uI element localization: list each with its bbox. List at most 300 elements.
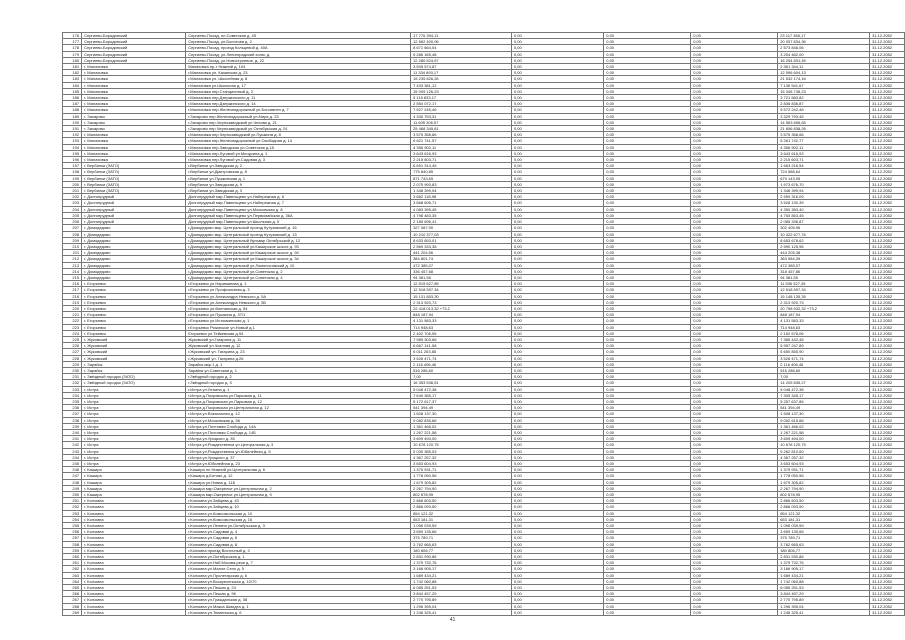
page-number: 41 — [449, 617, 456, 623]
table-cell: г.Домодедово мкр. Центральный проезд Кутузовский д. 13 — [186, 231, 411, 237]
table-cell: 31.12.2052 — [870, 39, 905, 45]
table-cell: 653 181,31 — [778, 516, 870, 522]
table-cell: 0,00 — [604, 349, 691, 355]
table-cell: 207 — [63, 225, 82, 231]
table-cell: 0,00 — [691, 516, 778, 522]
table-cell: г.Егорьевск ул.Профсоюзная д. 3 — [186, 287, 411, 293]
table-cell: 802 878,95 — [778, 492, 870, 498]
table-cell: г.Коломна ул.Гражданская д. 38 — [186, 597, 411, 603]
table-cell: 0,00 — [604, 392, 691, 398]
table-cell: г.Малаховка пер.Заводская ул.Советская д.18 — [186, 144, 411, 150]
table-cell: 232 — [63, 380, 82, 386]
table-cell: г.Малаховка пер.Дзержинского д. 14 — [186, 101, 411, 107]
table-cell: 31.12.2052 — [870, 504, 905, 510]
table-cell: 0,00 — [604, 219, 691, 225]
table-cell: 375 789,71 — [778, 535, 870, 541]
table-cell: 0,00 — [691, 411, 778, 417]
table-cell: г.Коломна ул.Ленина ул.Октябрьская д. 3 — [186, 523, 411, 529]
table-cell: 268 — [63, 603, 82, 609]
table-cell: 0,00 — [511, 188, 603, 194]
table-cell: г.Коломна проезд Восточный д. 3 — [186, 547, 411, 553]
table-cell: г. Жуковский — [82, 343, 186, 349]
table-cell: Сергиево-Посад, ул.Болотова д. 2 — [186, 39, 411, 45]
table-cell: 0,00 — [604, 107, 691, 113]
table-cell: 0,00 — [511, 355, 603, 361]
table-cell: 0,00 — [691, 442, 778, 448]
table-cell: 2 569 333,38 — [411, 243, 512, 249]
table-cell: 4 083 395,45 — [411, 206, 512, 212]
table-cell: 848 187,94 — [411, 312, 512, 318]
table-cell: 31.12.2052 — [870, 64, 905, 70]
table-cell: г.Коломна ул.Зайцева д. 10 — [186, 504, 411, 510]
table-cell: 0,00 — [604, 76, 691, 82]
table-cell: 0,00 — [511, 585, 603, 591]
table-cell: г.Истра ул.Рождественка ул.Юбилейная д. 5 — [186, 448, 411, 454]
table-cell: 31.12.2052 — [870, 454, 905, 460]
table-cell: 5 257 637,86 — [778, 398, 870, 404]
table-cell: 0,00 — [604, 57, 691, 63]
table-cell: г. Долгопрудный — [82, 212, 186, 218]
table-cell: г.Домодедово мкр. Центральный ул.Каширское шоссе д. 34 — [186, 256, 411, 262]
table-cell: 0,00 — [511, 560, 603, 566]
table-cell: 15 009 126,23 — [411, 88, 512, 94]
table-cell: 0,00 — [511, 107, 603, 113]
table-cell: 0,00 — [604, 541, 691, 547]
table-cell: 12 280 524,67 — [411, 57, 512, 63]
table-cell: 0,00 — [511, 200, 603, 206]
table-cell: 0,00 — [691, 157, 778, 163]
table-cell: 4 367 257,32 — [778, 454, 870, 460]
table-cell: 0,00 — [511, 181, 603, 187]
table-cell: 12 518 597,34 — [411, 287, 512, 293]
table-cell: 31.12.2052 — [870, 194, 905, 200]
table-cell: 195 — [63, 150, 82, 156]
table-cell: 0,00 — [691, 39, 778, 45]
table-cell: 0,00 — [604, 144, 691, 150]
table-cell: 0,00 — [511, 225, 603, 231]
table-cell: 0,00 — [691, 144, 778, 150]
table-cell: 31.12.2052 — [870, 293, 905, 299]
table-cell: 0,00 — [511, 547, 603, 553]
table-cell: 4 356 902,11 — [411, 144, 512, 150]
table-cell: г. Кашира — [82, 467, 186, 473]
table-cell: 2 116 406,46 — [778, 361, 870, 367]
table-cell: 1 246 325,41 — [411, 609, 512, 615]
table-cell: 31.12.2052 — [870, 299, 905, 305]
table-cell: 222 — [63, 318, 82, 324]
table-cell: Зарайск ул.Советская д. 1 — [186, 367, 411, 373]
table-cell: 189 — [63, 113, 82, 119]
table-cell: 0,00 — [511, 305, 603, 311]
table-cell: 4 350 383,40 — [778, 206, 870, 212]
table-cell: 0,00 — [604, 101, 691, 107]
table-cell: г. Коломна — [82, 516, 186, 522]
table-cell: 203 — [63, 200, 82, 206]
table-cell: 0,00 — [691, 392, 778, 398]
table-cell: г. Коломна — [82, 523, 186, 529]
table-cell: 0,00 — [511, 119, 603, 125]
table-cell: 31.12.2052 — [870, 578, 905, 584]
table-cell: 0,00 — [691, 82, 778, 88]
table-cell: 0,00 — [604, 51, 691, 57]
table-cell: 0,00 — [691, 212, 778, 218]
table-cell: 182 — [63, 70, 82, 76]
table-cell: г. Истра — [82, 461, 186, 467]
table-cell: г. Коломна — [82, 547, 186, 553]
table-cell: 214 — [63, 268, 82, 274]
table-cell: г. Жуковский — [82, 336, 186, 342]
table-cell: 31.12.2052 — [870, 119, 905, 125]
table-cell: г.Коломна ул.Зайцева д. 43 — [186, 498, 411, 504]
table-cell: 3 668 606,71 — [411, 200, 512, 206]
table-cell: 14 205 835,27 — [778, 380, 870, 386]
table-cell: 0,00 — [691, 374, 778, 380]
table-cell: 0,00 — [604, 479, 691, 485]
table-cell: г.Коломна ул.Наб.Москва-реки д. 7 — [186, 560, 411, 566]
table-cell: г.Жуковский ул. Гагарина д.26 — [186, 355, 411, 361]
table-cell: 0,00 — [511, 95, 603, 101]
table-cell: 31.12.2052 — [870, 138, 905, 144]
table-cell: 2 770 795,89 — [411, 597, 512, 603]
table-cell: 14 563 656,65 — [778, 119, 870, 125]
table-cell: г.Малаховка пер.Луговой ул.Мичурина д. 1 — [186, 150, 411, 156]
table-cell: 0,00 — [511, 417, 603, 423]
table-cell: 180 — [63, 57, 82, 63]
table-cell: 31.12.2052 — [870, 547, 905, 553]
table-cell: 231 — [63, 374, 82, 380]
table-cell: 31.12.2052 — [870, 336, 905, 342]
table-cell: 444 205,38 — [778, 250, 870, 256]
table-cell: 0,00 — [691, 33, 778, 39]
table-cell: 31.12.2052 — [870, 82, 905, 88]
table-cell: г.Коломна ул.Воскресенская д. 10/70 — [186, 578, 411, 584]
table-cell: г. Малаховка — [82, 157, 186, 163]
table-cell: 0,00 — [691, 324, 778, 330]
table-cell: 0,00 — [511, 64, 603, 70]
table-cell: 0,00 — [511, 374, 603, 380]
table-cell: г.Захарово пер.Чернозаводский ул.Чехова д. 21 — [186, 119, 411, 125]
table-cell: 0,00 — [691, 547, 778, 553]
table-cell: 0,00 — [691, 51, 778, 57]
table-cell: 318 457,86 — [778, 268, 870, 274]
table-cell: 180 806,77 — [411, 547, 512, 553]
table-cell: 31.12.2052 — [870, 473, 905, 479]
table-cell: 0,00 — [604, 126, 691, 132]
table-cell: 0,00 — [511, 101, 603, 107]
table-cell: 216 — [63, 281, 82, 287]
table-cell: 0,00 — [511, 231, 603, 237]
table-cell: 0,00 — [691, 305, 778, 311]
table-cell: г. Домодедово — [82, 237, 186, 243]
table-cell: 1 348 399,94 — [778, 188, 870, 194]
table-cell: 1 361 466,02 — [778, 423, 870, 429]
table-cell: 194 — [63, 144, 82, 150]
table-cell: 226 — [63, 343, 82, 349]
table-cell: 0,00 — [604, 591, 691, 597]
table-cell: 181 — [63, 64, 82, 70]
table-cell: г. Истра — [82, 448, 186, 454]
table-cell: Сергиево-Бородинский — [82, 39, 186, 45]
table-cell: г. Долгопрудный — [82, 194, 186, 200]
table-cell: 0,00 — [691, 274, 778, 280]
table-cell: 187 — [63, 101, 82, 107]
table-cell: 0,00 — [511, 467, 603, 473]
table-cell: 31.12.2052 — [870, 343, 905, 349]
table-cell: 7 985 303,68 — [411, 336, 512, 342]
table-cell: 3 762 665,63 — [411, 541, 512, 547]
table-cell: г.Егорьевск ул.Пушкина д. 37/1 — [186, 312, 411, 318]
table-cell: г. Малаховка — [82, 95, 186, 101]
table-cell: г. Малаховка — [82, 76, 186, 82]
table-cell: 3 528 130,39 — [778, 200, 870, 206]
table-cell: 263 — [63, 572, 82, 578]
table-cell: 5 030 385,03 — [411, 448, 512, 454]
table-cell: 0,00 — [604, 603, 691, 609]
table-cell: 31.12.2052 — [870, 132, 905, 138]
table-cell: г. Коломна — [82, 510, 186, 516]
table-cell: г. Истра — [82, 442, 186, 448]
table-cell: Сергиево-Посад, ул.Новостроевое, д. 22 — [186, 57, 411, 63]
table-cell: 249 — [63, 485, 82, 491]
table-cell: 0,00 — [691, 467, 778, 473]
table-cell: 0,00 — [604, 150, 691, 156]
table-cell: 31.12.2052 — [870, 442, 905, 448]
table-cell: 257 — [63, 535, 82, 541]
table-cell: 0,00 — [604, 380, 691, 386]
table-cell: 229 — [63, 361, 82, 367]
table-cell: г. Малаховка — [82, 138, 186, 144]
table-cell: 31.12.2052 — [870, 324, 905, 330]
table-cell: 2 185 696,41 — [411, 219, 512, 225]
table-cell: 0,00 — [511, 76, 603, 82]
table-cell: 2 152 578,06 — [778, 330, 870, 336]
table-cell: г. Кашира — [82, 479, 186, 485]
table-cell: г. Домодедово — [82, 256, 186, 262]
table-cell: 0,00 — [691, 504, 778, 510]
table-cell: 375 789,71 — [411, 535, 512, 541]
table-cell: г.Вербилки ул.Дмитровская д. 8 — [186, 169, 411, 175]
table-cell: 854 121,32 — [411, 510, 512, 516]
table-cell: 22 418 013,32 +73,2 — [411, 305, 512, 311]
table-cell: 0,00 — [604, 231, 691, 237]
table-cell: 0,00 — [604, 492, 691, 498]
table-cell: 0,00 — [511, 504, 603, 510]
table-cell: 31.12.2052 — [870, 45, 905, 51]
table-cell: г.Истра д.Покровская ул.Парковая д. 12 — [186, 398, 411, 404]
table-cell: Долгопрудный мкр.Павельцево ул.Набережная д. 6 — [186, 194, 411, 200]
table-cell: г.Коломна ул.Комсомольская д. 16 — [186, 516, 411, 522]
table-cell: 3 643 616,93 — [778, 150, 870, 156]
table-cell: 0,00 — [511, 250, 603, 256]
table-cell: 0,00 — [511, 448, 603, 454]
table-cell: 2 866 093,50 — [778, 504, 870, 510]
table-cell: 0,00 — [511, 411, 603, 417]
table-cell: г. Звёздный городок (ЗАТО) — [82, 374, 186, 380]
table-cell: 0,00 — [511, 541, 603, 547]
table-cell: 31.12.2052 — [870, 609, 905, 615]
table-cell: 802 878,95 — [411, 492, 512, 498]
table-cell: 0,00 — [604, 554, 691, 560]
table-cell: г. Коломна — [82, 504, 186, 510]
table-cell: г. Малаховка — [82, 82, 186, 88]
table-cell: 12 596 604,13 — [778, 70, 870, 76]
table-cell: г. Малаховка — [82, 64, 186, 70]
table-cell: 2 559 316,09 — [778, 194, 870, 200]
table-cell: 1 096 039,59 — [411, 523, 512, 529]
table-cell: 0,00 — [511, 262, 603, 268]
table-cell: г. Домодедово — [82, 250, 186, 256]
table-cell: г. Малаховка — [82, 70, 186, 76]
table-cell: 0,00 — [511, 479, 603, 485]
table-cell: 248 — [63, 479, 82, 485]
table-cell: 0,00 — [604, 461, 691, 467]
table-cell: 0,00 — [691, 423, 778, 429]
table-cell: 2 402 706,55 — [411, 330, 512, 336]
table-cell: г.Домодедово мкр. Центральный ул.Ломоносовский д. 10 — [186, 262, 411, 268]
table-cell: 197 — [63, 163, 82, 169]
table-cell: 0,00 — [691, 312, 778, 318]
table-cell: 250 — [63, 492, 82, 498]
table-cell: 0,00 — [604, 423, 691, 429]
table-cell: 23 117 366,17 — [778, 33, 870, 39]
table-cell: Сергиево-Посад, пл.Советская д. 45 — [186, 33, 411, 39]
table-cell: г. Истра — [82, 411, 186, 417]
table-cell: 1 663 216,54 — [778, 163, 870, 169]
table-cell: 210 — [63, 243, 82, 249]
table-cell: г.Кашира мкр.Ожерелье ул.Центральная д. 2 — [186, 485, 411, 491]
table-cell: 714 948,63 — [778, 324, 870, 330]
table-cell: 252 — [63, 504, 82, 510]
table-cell: г. Истра — [82, 386, 186, 392]
table-cell: Сергиево-Бородинский — [82, 51, 186, 57]
table-cell: 209 — [63, 237, 82, 243]
table-cell: 2 770 795,89 — [778, 597, 870, 603]
table-cell: г. Звёздный городок (ЗАТО) — [82, 380, 186, 386]
table-cell: 0,00 — [691, 405, 778, 411]
table-cell: Егорьевск ул.Тейкевская д.54 — [186, 330, 411, 336]
table-cell: 0,00 — [691, 535, 778, 541]
table-cell: 31.12.2052 — [870, 411, 905, 417]
table-cell: 31.12.2052 — [870, 305, 905, 311]
table-cell: 1 973 676,70 — [778, 181, 870, 187]
table-cell: 0,00 — [604, 287, 691, 293]
table-cell: г. Коломна — [82, 609, 186, 615]
table-cell: Жуковский ул.Гагарина д. 11 — [186, 336, 411, 342]
table-cell: 31.12.2052 — [870, 374, 905, 380]
table-cell: 0,00 — [691, 609, 778, 615]
table-cell: г. Егорьевск — [82, 293, 186, 299]
table-cell: г. Кашира — [82, 485, 186, 491]
table-cell: 0,00 — [511, 312, 603, 318]
table-cell: 0,00 — [604, 175, 691, 181]
table-cell: 0,00 — [604, 436, 691, 442]
table-cell: 12 662 400,06 — [411, 39, 512, 45]
table-cell: 31.12.2052 — [870, 219, 905, 225]
table-cell: 0,00 — [511, 430, 603, 436]
table-cell: Долгопрудный мкр.Павельцево ул.Набережная д. 7 — [186, 200, 411, 206]
table-cell: г. Коломна — [82, 554, 186, 560]
table-cell: 1 296 395,04 — [778, 603, 870, 609]
table-cell: 247 — [63, 473, 82, 479]
table-cell: 2 866 603,50 — [411, 498, 512, 504]
table-cell: 31.12.2052 — [870, 169, 905, 175]
table-cell: 192 — [63, 132, 82, 138]
table-cell: 0,00 — [604, 609, 691, 615]
table-cell: Малаховка пр-т Нижний д. 104 — [186, 64, 411, 70]
table-cell: 221 — [63, 312, 82, 318]
table-cell: 16 353 536,51 — [411, 380, 512, 386]
table-cell: 0,00 — [604, 33, 691, 39]
table-cell: 31.12.2052 — [870, 386, 905, 392]
table-cell: 7,00 — [411, 374, 512, 380]
table-cell: г.Коломна ул.Октябрьская д. 1 — [186, 554, 411, 560]
table-cell: г.Коломна ул.Комсомольская д. 10 — [186, 510, 411, 516]
table-cell: 0,00 — [604, 498, 691, 504]
table-cell: 191 — [63, 126, 82, 132]
table-cell: 9 052 615,66 — [778, 417, 870, 423]
table-cell: г. Коломна — [82, 603, 186, 609]
table-cell: 0,00 — [604, 119, 691, 125]
table-cell: 25 468 345,81 — [411, 126, 512, 132]
table-cell: г. Захарово — [82, 113, 186, 119]
table-cell: 8 653 678,62 — [778, 237, 870, 243]
table-cell: 208 — [63, 231, 82, 237]
table-cell: 31.12.2052 — [870, 349, 905, 355]
table-cell: 31.12.2052 — [870, 144, 905, 150]
table-cell: 31.12.2052 — [870, 312, 905, 318]
table-cell: 0,00 — [511, 367, 603, 373]
table-cell: 220 — [63, 305, 82, 311]
table-cell: г. Домодедово — [82, 225, 186, 231]
table-cell: Долгопрудный мкр.Павельцево ул.Школьная д. 5 — [186, 219, 411, 225]
table-cell: 0,00 — [691, 454, 778, 460]
table-cell: 1 375 931,71 — [411, 467, 512, 473]
table-cell: 0,00 — [691, 287, 778, 293]
table-cell: 2 313 920,73 — [778, 299, 870, 305]
table-cell: 31.12.2052 — [870, 95, 905, 101]
table-cell: г. Вербилки (ЗАТО) — [82, 163, 186, 169]
table-cell: 0,00 — [511, 510, 603, 516]
table-cell: г. Егорьевск — [82, 299, 186, 305]
table-cell: 31.12.2052 — [870, 256, 905, 262]
table-cell: 0,00 — [511, 591, 603, 597]
table-cell: 0,00 — [604, 336, 691, 342]
table-cell: 199 — [63, 175, 82, 181]
table-cell: 1 348 399,94 — [411, 188, 512, 194]
table-cell: г.Малаховка пер.Чернозаводский ул.Пушкина д. 8 — [186, 132, 411, 138]
table-cell: 714 948,63 — [411, 324, 512, 330]
table-cell: 0,00 — [511, 498, 603, 504]
table-cell: 31.12.2052 — [870, 175, 905, 181]
table-cell: г.Малаховка пер.Железнодорожный ул.Богоявлен д. 7 — [186, 107, 411, 113]
table-cell: 0,00 — [511, 343, 603, 349]
table-cell: 0,00 — [604, 578, 691, 584]
table-cell: 31.12.2052 — [870, 572, 905, 578]
table-cell: 4 131 583,33 — [411, 318, 512, 324]
table-cell: 2 361 344,11 — [778, 64, 870, 70]
table-cell: г. Истра — [82, 392, 186, 398]
table-cell: г. Домодедово — [82, 268, 186, 274]
table-cell: г. Егорьевск — [82, 330, 186, 336]
table-cell: 0,00 — [604, 529, 691, 535]
table-cell: 363 584,39 — [778, 256, 870, 262]
table-cell: 193 — [63, 138, 82, 144]
table-cell: г. Истра — [82, 454, 186, 460]
table-cell: 0,00 — [511, 597, 603, 603]
table-cell: 188 — [63, 107, 82, 113]
table-cell: 246 — [63, 467, 82, 473]
table-cell: 1 379 732,76 — [778, 560, 870, 566]
